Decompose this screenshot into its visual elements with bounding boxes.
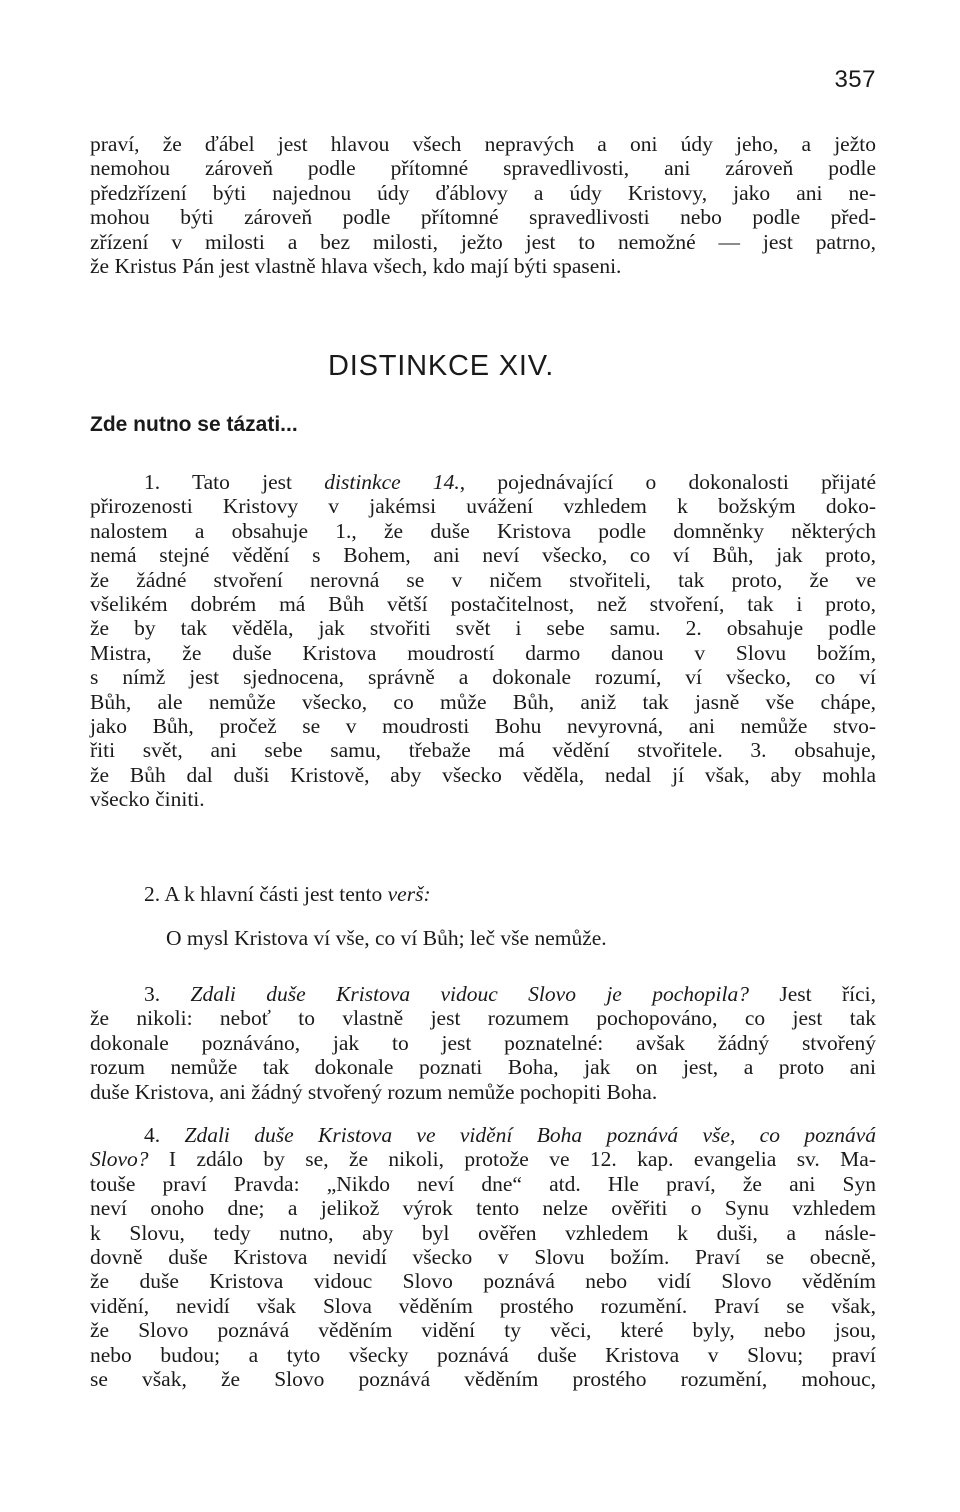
section-4 — [90, 1123, 876, 1391]
italic-question: Zdali duše Kristova ve vidění Boha poznává vše, co poznává — [184, 1123, 876, 1147]
italic-question: Slovo? — [90, 1147, 149, 1172]
text-line — [90, 1123, 876, 1147]
text-line: všecko činiti. — [90, 787, 205, 812]
text-line: všelikém dobrém má Bůh větší postačitelnost, než stvoření, tak i proto, — [90, 591, 876, 616]
text-line: nalostem a obsahuje 1., že duše Kristova podle domněnky některých — [90, 518, 876, 543]
text-line: že by tak věděla, jak stvořiti svět i sebe samu. 2. obsahuje podle — [90, 616, 876, 641]
section-prefix: 3. — [144, 982, 191, 1006]
page-number: 357 — [834, 66, 876, 93]
text-line — [90, 1147, 876, 1171]
italic-term: verš: — [387, 882, 431, 906]
text-line: že žádné stvoření nerovná se v ničem stvořiteli, tak proto, že ve — [90, 567, 876, 592]
text-line — [90, 470, 876, 494]
section-prefix: 2. A k hlavní části jest tento — [144, 882, 388, 906]
text-line: Mistra, že duše Kristova moudrostí darmo danou v Slovu božím, — [90, 640, 876, 665]
section-2 — [90, 882, 876, 906]
verse-line: O mysl Kristova ví vše, co ví Bůh; leč vše nemůže. — [166, 926, 607, 950]
text-line: neví onoho dne; a jelikož výrok tento nelze ověřiti o Synu vzhledem — [90, 1196, 876, 1221]
text-line: se však, že Slovo poznává věděním prostého rozumění, mohouc, — [90, 1366, 876, 1391]
text-line: že Bůh dal duši Kristově, aby všecko věděla, nedal jí však, aby mohla — [90, 762, 876, 787]
intro-paragraph — [90, 132, 876, 278]
text-line — [90, 882, 876, 906]
text-fragment: , pojednávající o dokonalosti přijaté — [459, 470, 876, 494]
text-line: řiti svět, ani sebe samu, třebaže má vědění stvořitele. 3. obsahuje, — [90, 738, 876, 763]
text-line: že duše Kristova vidouc Slovo poznává nebo vidí Slovo věděním — [90, 1269, 876, 1294]
text-line: rozum nemůže tak dokonale poznati Boha, jak on jest, a proto ani — [90, 1055, 876, 1080]
text-line: duše Kristova, ani žádný stvořený rozum nemůže pochopiti Boha. — [90, 1079, 658, 1104]
section-prefix: 1. Tato jest — [144, 470, 325, 494]
text-line: mohou býti zároveň podle přítomné spravedlivosti nebo podle před- — [90, 205, 876, 230]
italic-term: distinkce 14. — [324, 470, 460, 494]
verse — [90, 926, 876, 950]
text-line: touše praví Pravda: „Nikdo neví dne“ atd. Hle praví, že ani Syn — [90, 1171, 876, 1196]
text-line: dovně duše Kristova nevidí všecko v Slovu božím. Praví se obecně, — [90, 1244, 876, 1269]
text-line: praví, že ďábel jest hlavou všech nepravých a oni údy jeho, a ježto — [90, 132, 876, 156]
chapter-title: DISTINKCE XIV. — [328, 350, 555, 382]
section-3 — [90, 982, 876, 1104]
text-line: že Kristus Pán jest vlastně hlava všech, kdo mají býti spaseni. — [90, 253, 622, 278]
text-fragment: I zdálo by se, že nikoli, protože ve 12. kap. evangelia sv. Ma- — [148, 1147, 876, 1172]
text-line: zřízení v milosti a bez milosti, ježto jest to nemožné — jest patrno, — [90, 229, 876, 254]
text-line: nemá stejné vědění s Bohem, ani neví všecko, co ví Bůh, jak proto, — [90, 543, 876, 568]
text-line: nemohou zároveň podle přítomné spravedlivosti, ani zároveň podle — [90, 156, 876, 181]
text-line: nebo budou; a tyto všecky poznává duše Kristova v Slovu; praví — [90, 1342, 876, 1367]
text-line: k Slovu, tedy nutno, aby byl ověřen vzhledem k duši, a násle- — [90, 1220, 876, 1245]
text-line: Bůh, ale nemůže všecko, co může Bůh, aniž tak jasně vše chápe, — [90, 689, 876, 714]
section-prefix: 4. — [144, 1123, 185, 1147]
text-line: že Slovo poznává věděním vidění ty věci, které byly, nebo jsou, — [90, 1318, 876, 1343]
text-line — [90, 982, 876, 1006]
text-fragment: Jest říci, — [748, 982, 876, 1006]
section-1 — [90, 470, 876, 811]
text-line: vidění, nevidí však Slova věděním prostého rozumění. Praví se však, — [90, 1293, 876, 1318]
text-line: předzřízení býti najednou údy ďáblovy a údy Kristovy, jako ani ne- — [90, 180, 876, 205]
question-label: Zde nutno se tázati... — [90, 413, 298, 436]
text-line: přirozenosti Kristovy v jakémsi uvážení vzhledem k božským doko- — [90, 494, 876, 519]
text-line: dokonale poznáváno, jak to jest poznatelné: avšak žádný stvořený — [90, 1030, 876, 1055]
text-line: že nikoli: neboť to vlastně jest rozumem pochopováno, co jest tak — [90, 1006, 876, 1031]
text-line: jako Bůh, pročež se v moudrosti Bohu nevyrovná, ani nemůže stvo- — [90, 713, 876, 738]
italic-question: Zdali duše Kristova vidouc Slovo je pochopila? — [190, 982, 749, 1006]
text-line: s nímž jest sjednocena, správně a dokonale rozumí, ví všecko, co ví — [90, 665, 876, 690]
